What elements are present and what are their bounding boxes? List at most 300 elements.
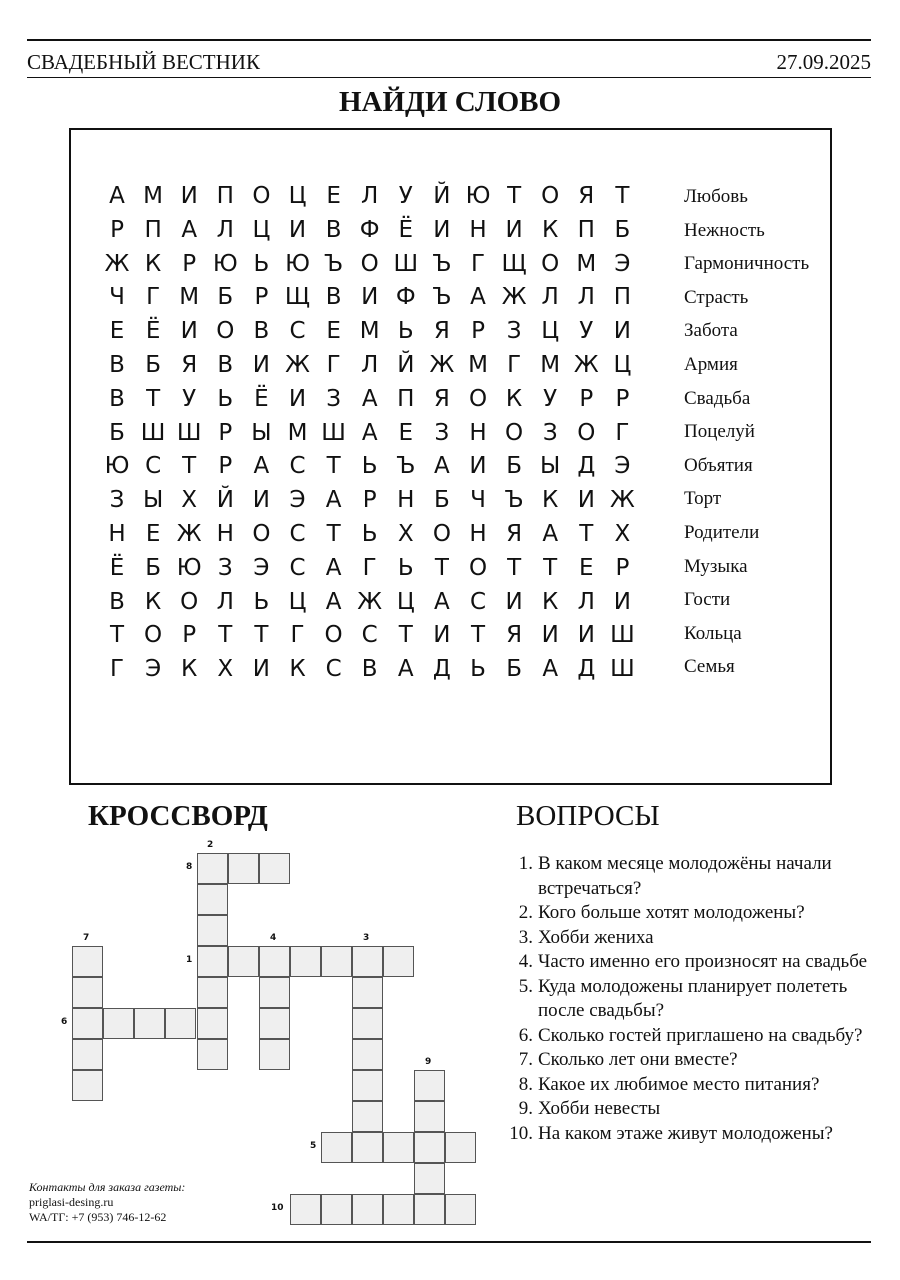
word-list-item: Забота (684, 320, 738, 342)
crossword-cell[interactable] (72, 1008, 103, 1039)
masthead (27, 50, 871, 76)
grid-letter: З (217, 554, 233, 581)
grid-letter: Ю (176, 554, 202, 581)
grid-letter: М (143, 183, 164, 209)
grid-letter: И (613, 588, 631, 615)
question-item (505, 852, 895, 901)
crossword-clue-number: 2 (207, 840, 214, 850)
grid-letter: Б (506, 656, 522, 683)
grid-letter: Р (615, 554, 630, 581)
grid-letter: Ж (429, 352, 455, 378)
question-text: Сколько лет они вместе? (538, 1049, 738, 1070)
question-number: 7. (518, 1049, 533, 1070)
question-item (505, 1122, 895, 1147)
crossword-cell[interactable] (197, 1008, 228, 1039)
grid-letter: Х (397, 521, 414, 547)
grid-letter: Г (290, 622, 305, 649)
grid-letter: Г (326, 352, 341, 378)
grid-letter: И (180, 318, 198, 345)
crossword-cell[interactable] (72, 1070, 103, 1101)
grid-letter: Н (469, 216, 487, 243)
question-number: 2. (518, 902, 533, 923)
grid-letter: Э (253, 554, 270, 581)
question-number: 9. (518, 1098, 533, 1119)
grid-letter: Ш (321, 419, 346, 446)
grid-letter: Я (506, 622, 523, 649)
grid-letter: О (252, 521, 271, 547)
grid-letter: Ё (145, 318, 161, 345)
crossword-clue-number: 3 (363, 933, 370, 943)
grid-letter: К (289, 656, 306, 683)
grid-letter: Р (471, 318, 485, 345)
crossword-cell[interactable] (197, 946, 228, 977)
crossword-cell[interactable] (259, 946, 290, 977)
word-list-item: Торт (684, 488, 722, 510)
grid-row (99, 383, 659, 415)
grid-letter: Л (361, 183, 379, 209)
grid-letter: Ё (109, 554, 125, 581)
crossword-title: КРОССВОРД (88, 800, 268, 832)
grid-row (99, 417, 659, 449)
grid-letter: Ц (288, 588, 307, 615)
grid-letter: Р (182, 250, 197, 277)
grid-letter: Е (579, 554, 594, 581)
crossword-cell[interactable] (383, 1194, 414, 1225)
grid-letter: Ж (501, 284, 527, 311)
grid-letter: О (216, 318, 235, 345)
grid-letter: Щ (501, 250, 527, 277)
crossword-cell[interactable] (197, 853, 228, 884)
grid-letter: Г (507, 352, 522, 378)
word-list-item: Поцелуй (684, 421, 755, 443)
masthead-rule (27, 77, 871, 78)
grid-letter: А (361, 419, 378, 446)
crossword-cell[interactable] (383, 946, 414, 977)
question-number: 1. (518, 853, 533, 874)
grid-letter: Х (217, 656, 234, 683)
word-list-item: Армия (684, 354, 738, 375)
grid-letter: Л (361, 352, 379, 378)
grid-letter: Ы (251, 419, 272, 446)
grid-letter: Т (470, 622, 486, 649)
grid-letter: А (109, 183, 125, 209)
grid-letter: П (397, 385, 415, 412)
grid-letter: Т (182, 453, 197, 480)
question-item (505, 926, 895, 951)
grid-letter: Я (433, 385, 450, 412)
questions-list (505, 852, 895, 1146)
grid-letter: Ж (610, 487, 635, 514)
grid-letter: Д (577, 453, 596, 480)
contacts-block (29, 1180, 185, 1225)
crossword-cell[interactable] (290, 946, 321, 977)
grid-letter: Н (108, 521, 126, 547)
crossword-cell[interactable] (259, 977, 290, 1008)
grid-letter: Л (577, 588, 595, 615)
grid-letter: И (577, 487, 595, 514)
crossword-cell[interactable] (414, 1101, 445, 1132)
grid-letter: Г (470, 250, 486, 277)
grid-letter: Ы (142, 487, 164, 514)
crossword-clue-number: 10 (271, 1203, 284, 1213)
crossword-cell[interactable] (72, 946, 103, 977)
question-number: 4. (518, 951, 533, 972)
grid-letter: Н (469, 521, 487, 547)
crossword-cell[interactable] (352, 977, 383, 1008)
grid-letter: Т (254, 622, 269, 649)
question-text: Хобби жениха (538, 926, 654, 948)
question-item (505, 1048, 895, 1073)
grid-letter: С (289, 318, 306, 345)
grid-letter: Я (506, 521, 523, 547)
grid-letter: А (542, 521, 559, 547)
grid-letter: З (109, 487, 125, 514)
grid-letter: И (433, 622, 451, 649)
grid-letter: М (468, 352, 488, 378)
grid-letter: М (179, 284, 200, 311)
grid-letter: И (613, 318, 631, 345)
question-text: Куда молодожены планирует полететь после свадьбы? (538, 975, 848, 1021)
grid-letter: Е (145, 521, 161, 547)
grid-letter: С (145, 453, 162, 480)
grid-letter: К (144, 588, 162, 615)
crossword-cell[interactable] (197, 1039, 228, 1070)
grid-letter: И (252, 352, 270, 378)
grid-letter: И (252, 487, 270, 514)
grid-letter: В (109, 588, 125, 615)
grid-letter: П (144, 216, 162, 243)
grid-letter: Ш (610, 622, 635, 649)
grid-letter: Ё (254, 385, 269, 412)
grid-letter: К (542, 588, 559, 615)
grid-letter: Г (615, 419, 630, 446)
grid-letter: Т (326, 453, 341, 480)
crossword-cell[interactable] (414, 1163, 445, 1194)
crossword-cell[interactable] (414, 1132, 445, 1163)
grid-letter: Я (578, 183, 595, 209)
grid-letter: В (217, 352, 234, 378)
grid-letter: Ъ (504, 487, 524, 514)
crossword-cell[interactable] (103, 1008, 134, 1039)
grid-letter: Ц (252, 216, 271, 243)
crossword-clue-number: 7 (83, 933, 90, 943)
crossword-clue-number: 1 (186, 955, 193, 965)
grid-letter: Т (398, 622, 413, 649)
word-list-item: Семья (684, 656, 735, 678)
crossword-cell[interactable] (134, 1008, 165, 1039)
question-item (505, 1097, 895, 1122)
top-rule (27, 39, 871, 41)
crossword-cell[interactable] (290, 1194, 321, 1225)
crossword-cell[interactable] (197, 915, 228, 946)
question-item (505, 975, 895, 1024)
contacts-heading: Контакты для заказа газеты: (29, 1180, 186, 1194)
grid-letter: Г (109, 656, 125, 683)
grid-letter: Ю (285, 250, 310, 277)
grid-letter: Б (145, 352, 161, 378)
grid-letter: У (579, 318, 594, 345)
grid-letter: А (181, 216, 198, 243)
grid-letter: Н (397, 487, 415, 514)
grid-letter: И (469, 453, 487, 480)
grid-letter: Д (577, 656, 596, 683)
crossword-cell[interactable] (72, 1039, 103, 1070)
grid-letter: Й (433, 183, 451, 209)
question-number: 3. (518, 926, 533, 948)
grid-letter: П (613, 284, 632, 311)
grid-letter: К (542, 216, 559, 243)
grid-letter: Ь (217, 385, 234, 412)
crossword-cell[interactable] (352, 946, 383, 977)
grid-letter: В (325, 284, 342, 311)
grid-letter: Ч (109, 284, 125, 311)
word-list-item: Кольца (684, 622, 742, 644)
grid-row (99, 281, 659, 313)
grid-letter: Р (615, 385, 630, 412)
grid-letter: Т (579, 521, 594, 547)
grid-letter: Ц (613, 352, 632, 378)
crossword-cell[interactable] (72, 977, 103, 1008)
questions-title: ВОПРОСЫ (516, 800, 660, 832)
grid-letter: А (470, 284, 486, 311)
grid-letter: Ю (104, 453, 130, 480)
grid-letter: Ж (285, 352, 310, 378)
word-list-item: Любовь (684, 186, 748, 207)
grid-letter: К (542, 487, 559, 514)
grid-letter: Р (254, 284, 269, 311)
grid-letter: Ь (397, 554, 414, 581)
grid-letter: К (144, 250, 162, 277)
grid-letter: А (434, 588, 450, 615)
grid-letter: В (253, 318, 270, 345)
crossword-clue-number: 6 (61, 1017, 68, 1027)
crossword-cell[interactable] (228, 946, 259, 977)
grid-letter: Ж (357, 588, 383, 615)
question-text: Хобби невесты (538, 1098, 661, 1119)
grid-letter: П (216, 183, 234, 209)
grid-letter: Т (543, 554, 558, 581)
question-text: Сколько гостей приглашено на свадьбу? (538, 1024, 863, 1046)
grid-letter: Ь (397, 318, 414, 345)
crossword-cell[interactable] (352, 1194, 383, 1225)
grid-letter: Я (433, 318, 450, 345)
grid-letter: Б (217, 284, 234, 311)
grid-letter: Б (109, 419, 125, 446)
question-text: На каком этаже живут молодожены? (538, 1122, 833, 1144)
question-number: 10. (509, 1122, 533, 1144)
grid-letter: Л (577, 284, 595, 311)
grid-letter: М (576, 250, 597, 277)
grid-letter: З (506, 318, 522, 345)
question-text: Часто именно его произносят на свадьбе (538, 951, 868, 972)
grid-letter: Ь (470, 656, 486, 683)
grid-letter: О (541, 250, 560, 277)
grid-letter: Я (181, 352, 198, 378)
grid-row (99, 180, 659, 212)
grid-letter: В (325, 216, 342, 243)
grid-letter: Х (181, 487, 198, 514)
word-list-item: Свадьба (684, 387, 751, 409)
crossword-cell[interactable] (445, 1132, 476, 1163)
word-list-item: Объятия (684, 454, 753, 476)
crossword-cell[interactable] (383, 1132, 414, 1163)
grid-letter: С (289, 521, 306, 547)
grid-letter: Т (109, 622, 125, 649)
grid-letter: Э (289, 487, 306, 514)
grid-letter: Ь (361, 521, 378, 547)
crossword-cell[interactable] (352, 1132, 383, 1163)
grid-letter: И (361, 284, 379, 311)
crossword-cell[interactable] (321, 1132, 352, 1163)
grid-letter: Р (182, 622, 197, 649)
grid-letter: И (577, 622, 595, 649)
grid-letter: Ж (573, 352, 599, 378)
grid-letter: Г (362, 554, 377, 581)
question-number: 5. (518, 975, 533, 997)
question-item (505, 1073, 895, 1098)
grid-letter: Ё (398, 216, 414, 243)
grid-letter: Ц (288, 183, 307, 209)
grid-letter: И (252, 656, 270, 683)
grid-letter: С (469, 588, 487, 615)
grid-letter: И (288, 385, 307, 412)
grid-row (99, 552, 659, 584)
grid-letter: С (325, 656, 342, 683)
grid-letter: Ъ (432, 284, 452, 311)
grid-letter: И (180, 183, 198, 209)
crossword-cell[interactable] (352, 1101, 383, 1132)
bottom-rule (27, 1241, 871, 1243)
newspaper-name: СВАДЕБНЫЙ ВЕСТНИК (27, 50, 260, 74)
word-list-item: Гости (684, 589, 731, 611)
crossword-cell[interactable] (197, 977, 228, 1008)
grid-letter: Ь (361, 453, 378, 480)
grid-letter: П (577, 216, 595, 243)
grid-row (99, 248, 659, 280)
grid-letter: У (543, 385, 558, 412)
grid-letter: С (289, 453, 306, 480)
grid-letter: У (398, 183, 413, 209)
question-number: 6. (518, 1024, 533, 1046)
word-search-title: НАЙДИ СЛОВО (338, 86, 562, 118)
grid-letter: Э (614, 250, 631, 277)
crossword-cell[interactable] (414, 1194, 445, 1225)
grid-letter: О (252, 183, 271, 209)
grid-letter: И (541, 622, 559, 649)
grid-letter: И (433, 216, 451, 243)
grid-letter: Ц (396, 588, 415, 615)
crossword-clue-number: 4 (270, 933, 277, 943)
grid-letter: Ъ (324, 250, 344, 277)
grid-letter: А (397, 656, 414, 683)
grid-letter: Г (146, 284, 161, 311)
crossword-cell[interactable] (228, 853, 259, 884)
grid-letter: Ш (393, 250, 419, 277)
word-list-item: Страсть (684, 286, 749, 308)
grid-letter: Р (579, 385, 594, 412)
grid-letter: Ч (470, 487, 486, 514)
crossword-cell[interactable] (259, 1008, 290, 1039)
grid-letter: М (287, 419, 308, 446)
grid-letter: Ъ (432, 250, 452, 277)
grid-letter: Ш (140, 419, 166, 446)
grid-letter: Н (216, 521, 234, 547)
grid-letter: И (505, 216, 523, 243)
grid-letter: И (505, 588, 523, 615)
grid-letter: О (541, 183, 560, 209)
crossword-cell[interactable] (352, 1070, 383, 1101)
grid-letter: В (109, 385, 125, 412)
question-text: В каком месяце молодожёны начали встречаться? (538, 853, 832, 899)
grid-letter: Э (145, 656, 162, 683)
grid-letter: Ш (176, 419, 202, 446)
crossword-cell[interactable] (259, 1039, 290, 1070)
grid-letter: О (360, 250, 379, 277)
word-list-item: Гармоничность (684, 253, 810, 275)
grid-letter: А (325, 588, 342, 615)
grid-letter: Ц (541, 318, 560, 345)
grid-letter: Т (615, 183, 630, 209)
crossword-cell[interactable] (165, 1008, 196, 1039)
grid-letter: Б (434, 487, 450, 514)
grid-letter: А (325, 487, 342, 514)
question-text: Какое их любимое место питания? (538, 1073, 820, 1095)
grid-letter: О (324, 622, 343, 649)
grid-letter: О (468, 554, 488, 581)
grid-row (99, 518, 659, 550)
grid-row (99, 214, 659, 246)
grid-letter: Э (614, 453, 631, 480)
contacts-phone: WA/TГ: +7 (953) 746-12-62 (29, 1210, 167, 1224)
question-item (505, 1024, 895, 1049)
crossword-cell[interactable] (259, 853, 290, 884)
question-text: Кого больше хотят молодожены? (538, 902, 805, 923)
question-item (505, 901, 895, 926)
grid-letter: Т (146, 385, 161, 412)
crossword-cell[interactable] (445, 1194, 476, 1225)
crossword-cell[interactable] (321, 1194, 352, 1225)
grid-letter: Ф (395, 284, 416, 311)
crossword-cell[interactable] (197, 884, 228, 915)
crossword-clue-number: 5 (310, 1141, 317, 1151)
grid-letter: В (361, 656, 378, 683)
grid-row (99, 586, 659, 618)
grid-letter: У (182, 385, 197, 412)
grid-letter: Ю (465, 183, 491, 209)
word-search-box (69, 128, 832, 785)
crossword-clue-number: 8 (186, 862, 193, 872)
issue-date: 27.09.2025 (776, 50, 871, 74)
crossword-cell[interactable] (352, 1008, 383, 1039)
grid-letter: З (434, 419, 450, 446)
crossword-cell[interactable] (321, 946, 352, 977)
crossword-cell[interactable] (352, 1039, 383, 1070)
grid-letter: Л (541, 284, 559, 311)
grid-row (99, 450, 659, 482)
grid-letter: А (542, 656, 559, 683)
grid-letter: Л (216, 588, 234, 615)
grid-letter: И (288, 216, 307, 243)
grid-letter: Ж (104, 250, 130, 277)
grid-letter: Ы (540, 453, 561, 480)
grid-letter: А (253, 453, 270, 480)
grid-letter: С (361, 622, 378, 649)
crossword-cell[interactable] (414, 1070, 445, 1101)
grid-letter: М (359, 318, 380, 345)
grid-letter: Т (507, 554, 522, 581)
grid-letter: А (361, 385, 378, 412)
grid-letter: К (181, 656, 198, 683)
